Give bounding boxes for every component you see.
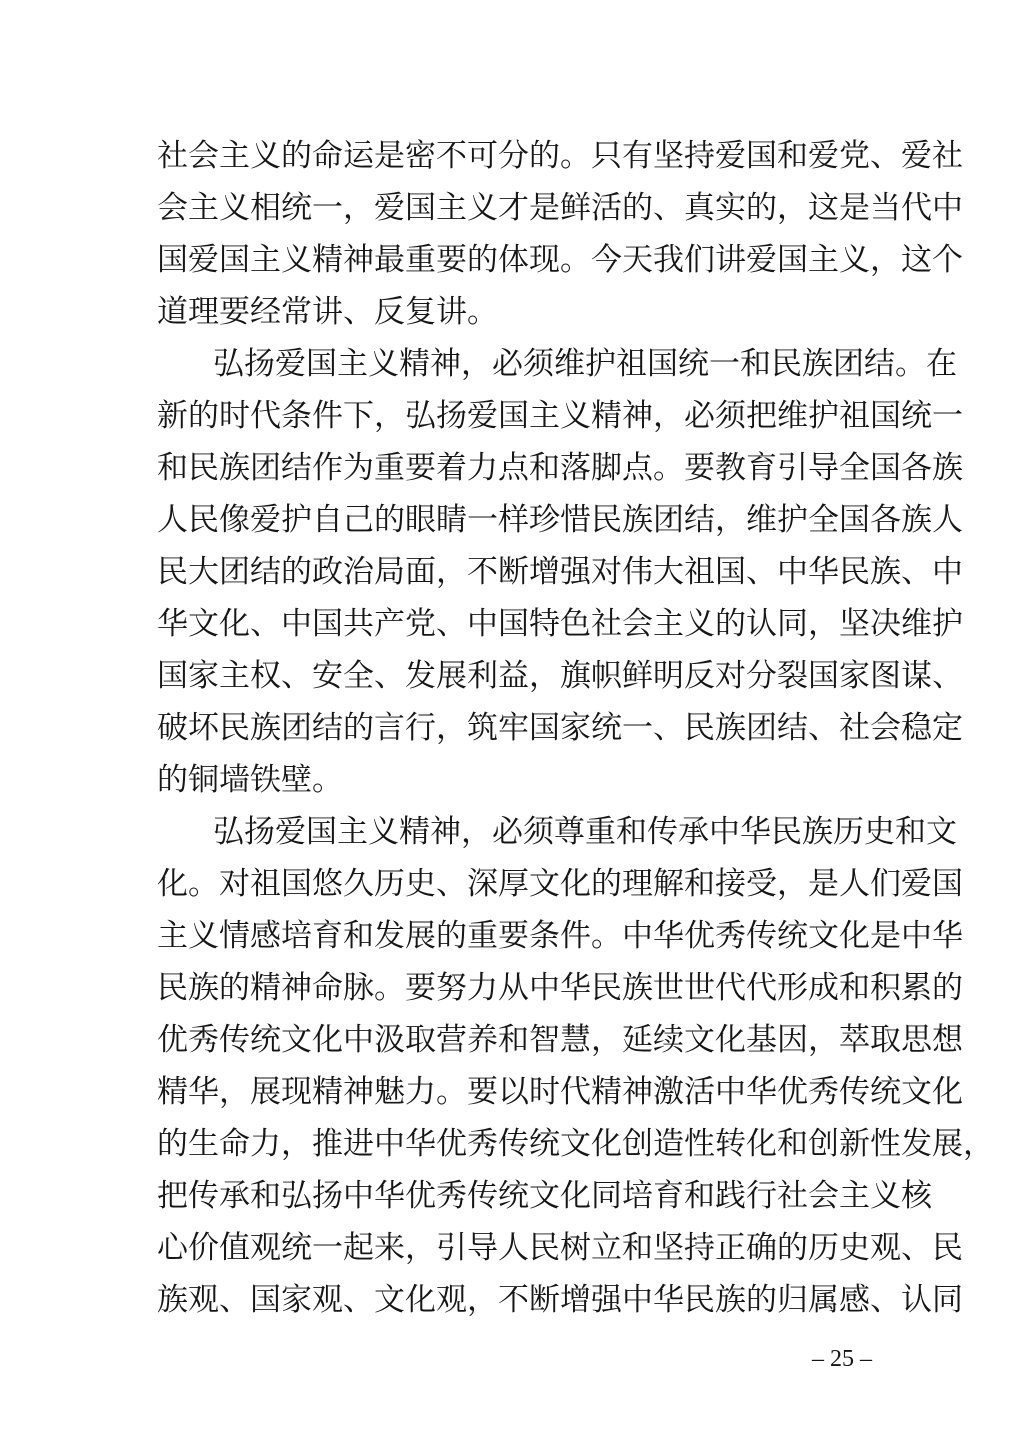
text-line: 会主义相统一，爱国主义才是鲜活的、真实的，这是当代中	[157, 190, 963, 226]
page-number: – 25 –	[812, 1346, 872, 1372]
text-line: 国爱国主义精神最重要的体现。今天我们讲爱国主义，这个	[157, 242, 963, 278]
text-line: 华文化、中国共产党、中国特色社会主义的认同，坚决维护	[157, 606, 963, 642]
text-line: 的铜墙铁壁。	[157, 762, 343, 798]
text-line: 破坏民族团结的言行，筑牢国家统一、民族团结、社会稳定	[157, 710, 963, 746]
paragraph-first-line: 弘扬爱国主义精神，必须尊重和传承中华民族历史和文	[213, 814, 957, 850]
text-line: 社会主义的命运是密不可分的。只有坚持爱国和爱党、爱社	[157, 138, 963, 174]
text-line: 国家主权、安全、发展利益，旗帜鲜明反对分裂国家图谋、	[157, 658, 963, 694]
text-line: 把传承和弘扬中华优秀传统文化同培育和践行社会主义核	[157, 1178, 932, 1214]
text-line: 的生命力，推进中华优秀传统文化创造性转化和创新性发展，	[157, 1126, 994, 1162]
text-line: 族观、国家观、文化观，不断增强中华民族的归属感、认同	[157, 1282, 963, 1318]
paragraph-first-line: 弘扬爱国主义精神，必须维护祖国统一和民族团结。在	[213, 346, 957, 382]
text-line: 化。对祖国悠久历史、深厚文化的理解和接受，是人们爱国	[157, 866, 963, 902]
text-line: 民族的精神命脉。要努力从中华民族世世代代形成和积累的	[157, 970, 963, 1006]
text-line: 主义情感培育和发展的重要条件。中华优秀传统文化是中华	[157, 918, 963, 954]
text-line: 民大团结的政治局面，不断增强对伟大祖国、中华民族、中	[157, 554, 963, 590]
text-line: 道理要经常讲、反复讲。	[157, 294, 498, 330]
text-line: 新的时代条件下，弘扬爱国主义精神，必须把维护祖国统一	[157, 398, 963, 434]
text-line: 心价值观统一起来，引导人民树立和坚持正确的历史观、民	[157, 1230, 963, 1266]
text-line: 优秀传统文化中汲取营养和智慧，延续文化基因，萃取思想	[157, 1022, 963, 1058]
text-line: 精华，展现精神魅力。要以时代精神激活中华优秀传统文化	[157, 1074, 963, 1110]
text-line: 人民像爱护自己的眼睛一样珍惜民族团结，维护全国各族人	[157, 502, 963, 538]
text-line: 和民族团结作为重要着力点和落脚点。要教育引导全国各族	[157, 450, 963, 486]
